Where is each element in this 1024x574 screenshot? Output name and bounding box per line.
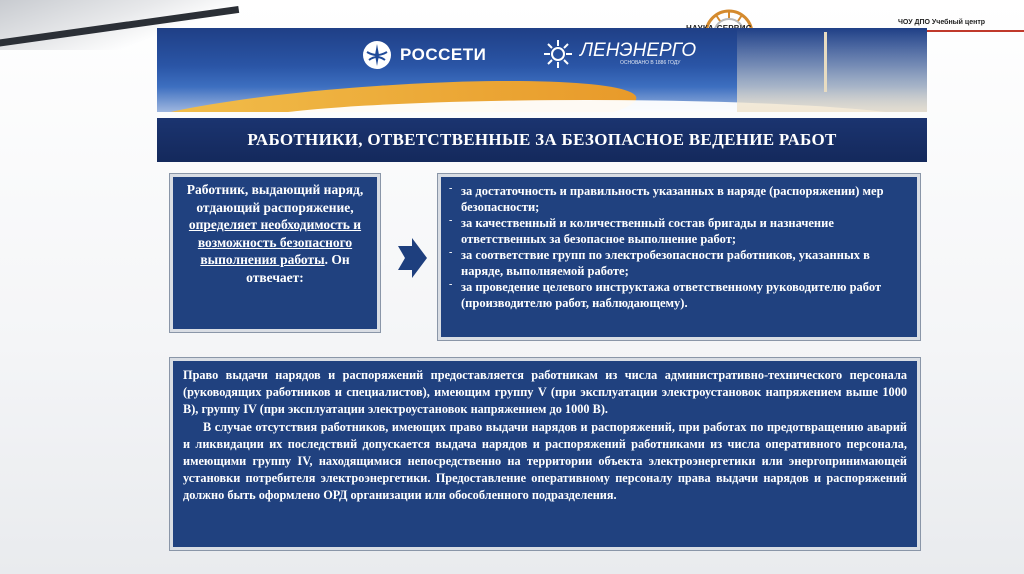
issuing-rights-paragraph-2: В случае отсутствия работников, имеющих право выдачи нарядов и распоряжений, при работах по предотвращению аварий и ликвидации их последствий допускается выдача нарядов и распоряжений работниками из числа оперативного персонала, имеющими группу IV, находящимися непосредственно на территории объекта электроэнергетики или энергопринимающей установки потребителя электроэнергетики. Предоставление оперативному персоналу права выдачи нарядов и распоряжений должно быть оформлено ОРД организации или обособленного подразделения.	[183, 419, 907, 503]
responsibility-item	[449, 215, 907, 247]
lenenergo-logo-text: ЛЕНЭНЕРГО	[580, 40, 697, 61]
slide-title-bar	[157, 118, 927, 162]
responsibility-item	[449, 279, 907, 311]
banner	[157, 28, 927, 112]
issuer-text-tail: . Он отвечает:	[246, 252, 350, 285]
responsibility-text: за качественный и количественный состав бригады и назначение ответственных за безопасное выполнение работ;	[461, 216, 834, 246]
lenenergo-logo-icon	[542, 38, 574, 70]
banner-city-silhouette	[737, 28, 927, 112]
responsibility-text: за проведение целевого инструктажа ответственному руководителю работ (производителю работ, наблюдающему).	[461, 280, 882, 310]
dash-bullet-icon: ‐	[449, 215, 453, 226]
slide-title: РАБОТНИКИ, ОТВЕТСТВЕННЫЕ ЗА БЕЗОПАСНОЕ ВЕДЕНИЕ РАБОТ	[247, 130, 837, 149]
issuing-rights-box	[170, 358, 920, 550]
lenenergo-logo	[542, 38, 696, 70]
banner-spire	[824, 32, 827, 92]
dash-bullet-icon: ‐	[449, 247, 453, 258]
rosseti-logo-text: РОССЕТИ	[400, 45, 487, 64]
lenenergo-logo-subtitle: ОСНОВАНО В 1886 ГОДУ	[620, 60, 681, 66]
rosseti-logo	[362, 40, 486, 70]
responsibility-item	[449, 183, 907, 215]
issuing-rights-paragraph-1: Право выдачи нарядов и распоряжений предоставляется работникам из числа административно-технического персонала (руководящих работников и специалистов), имеющим группу V (при эксплуатации электроустановок напряжением выше 1000 В), группу IV (при эксплуатации электроустановок напряжением до 1000 В).	[183, 368, 907, 417]
responsibility-text: за достаточность и правильность указанных в наряде (распоряжении) мер безопасности;	[461, 184, 884, 214]
responsibility-text: за соответствие групп по электробезопасности работников, указанных в наряде, выполняемой работе;	[461, 248, 870, 278]
responsibilities-box	[438, 174, 920, 340]
issuer-text-underlined: определяет необходимость и возможность безопасного выполнения работы	[188, 217, 362, 267]
rosseti-logo-icon	[362, 40, 392, 70]
dash-bullet-icon: ‐	[449, 183, 453, 194]
issuer-text-intro: Работник, выдающий наряд, отдающий распоряжение,	[186, 182, 364, 215]
arrow-right-icon	[396, 238, 428, 278]
dash-bullet-icon: ‐	[449, 279, 453, 290]
issuer-box	[170, 174, 380, 332]
top-right-text: ЧОУ ДПО Учебный центр	[898, 19, 986, 26]
responsibility-item	[449, 247, 907, 279]
